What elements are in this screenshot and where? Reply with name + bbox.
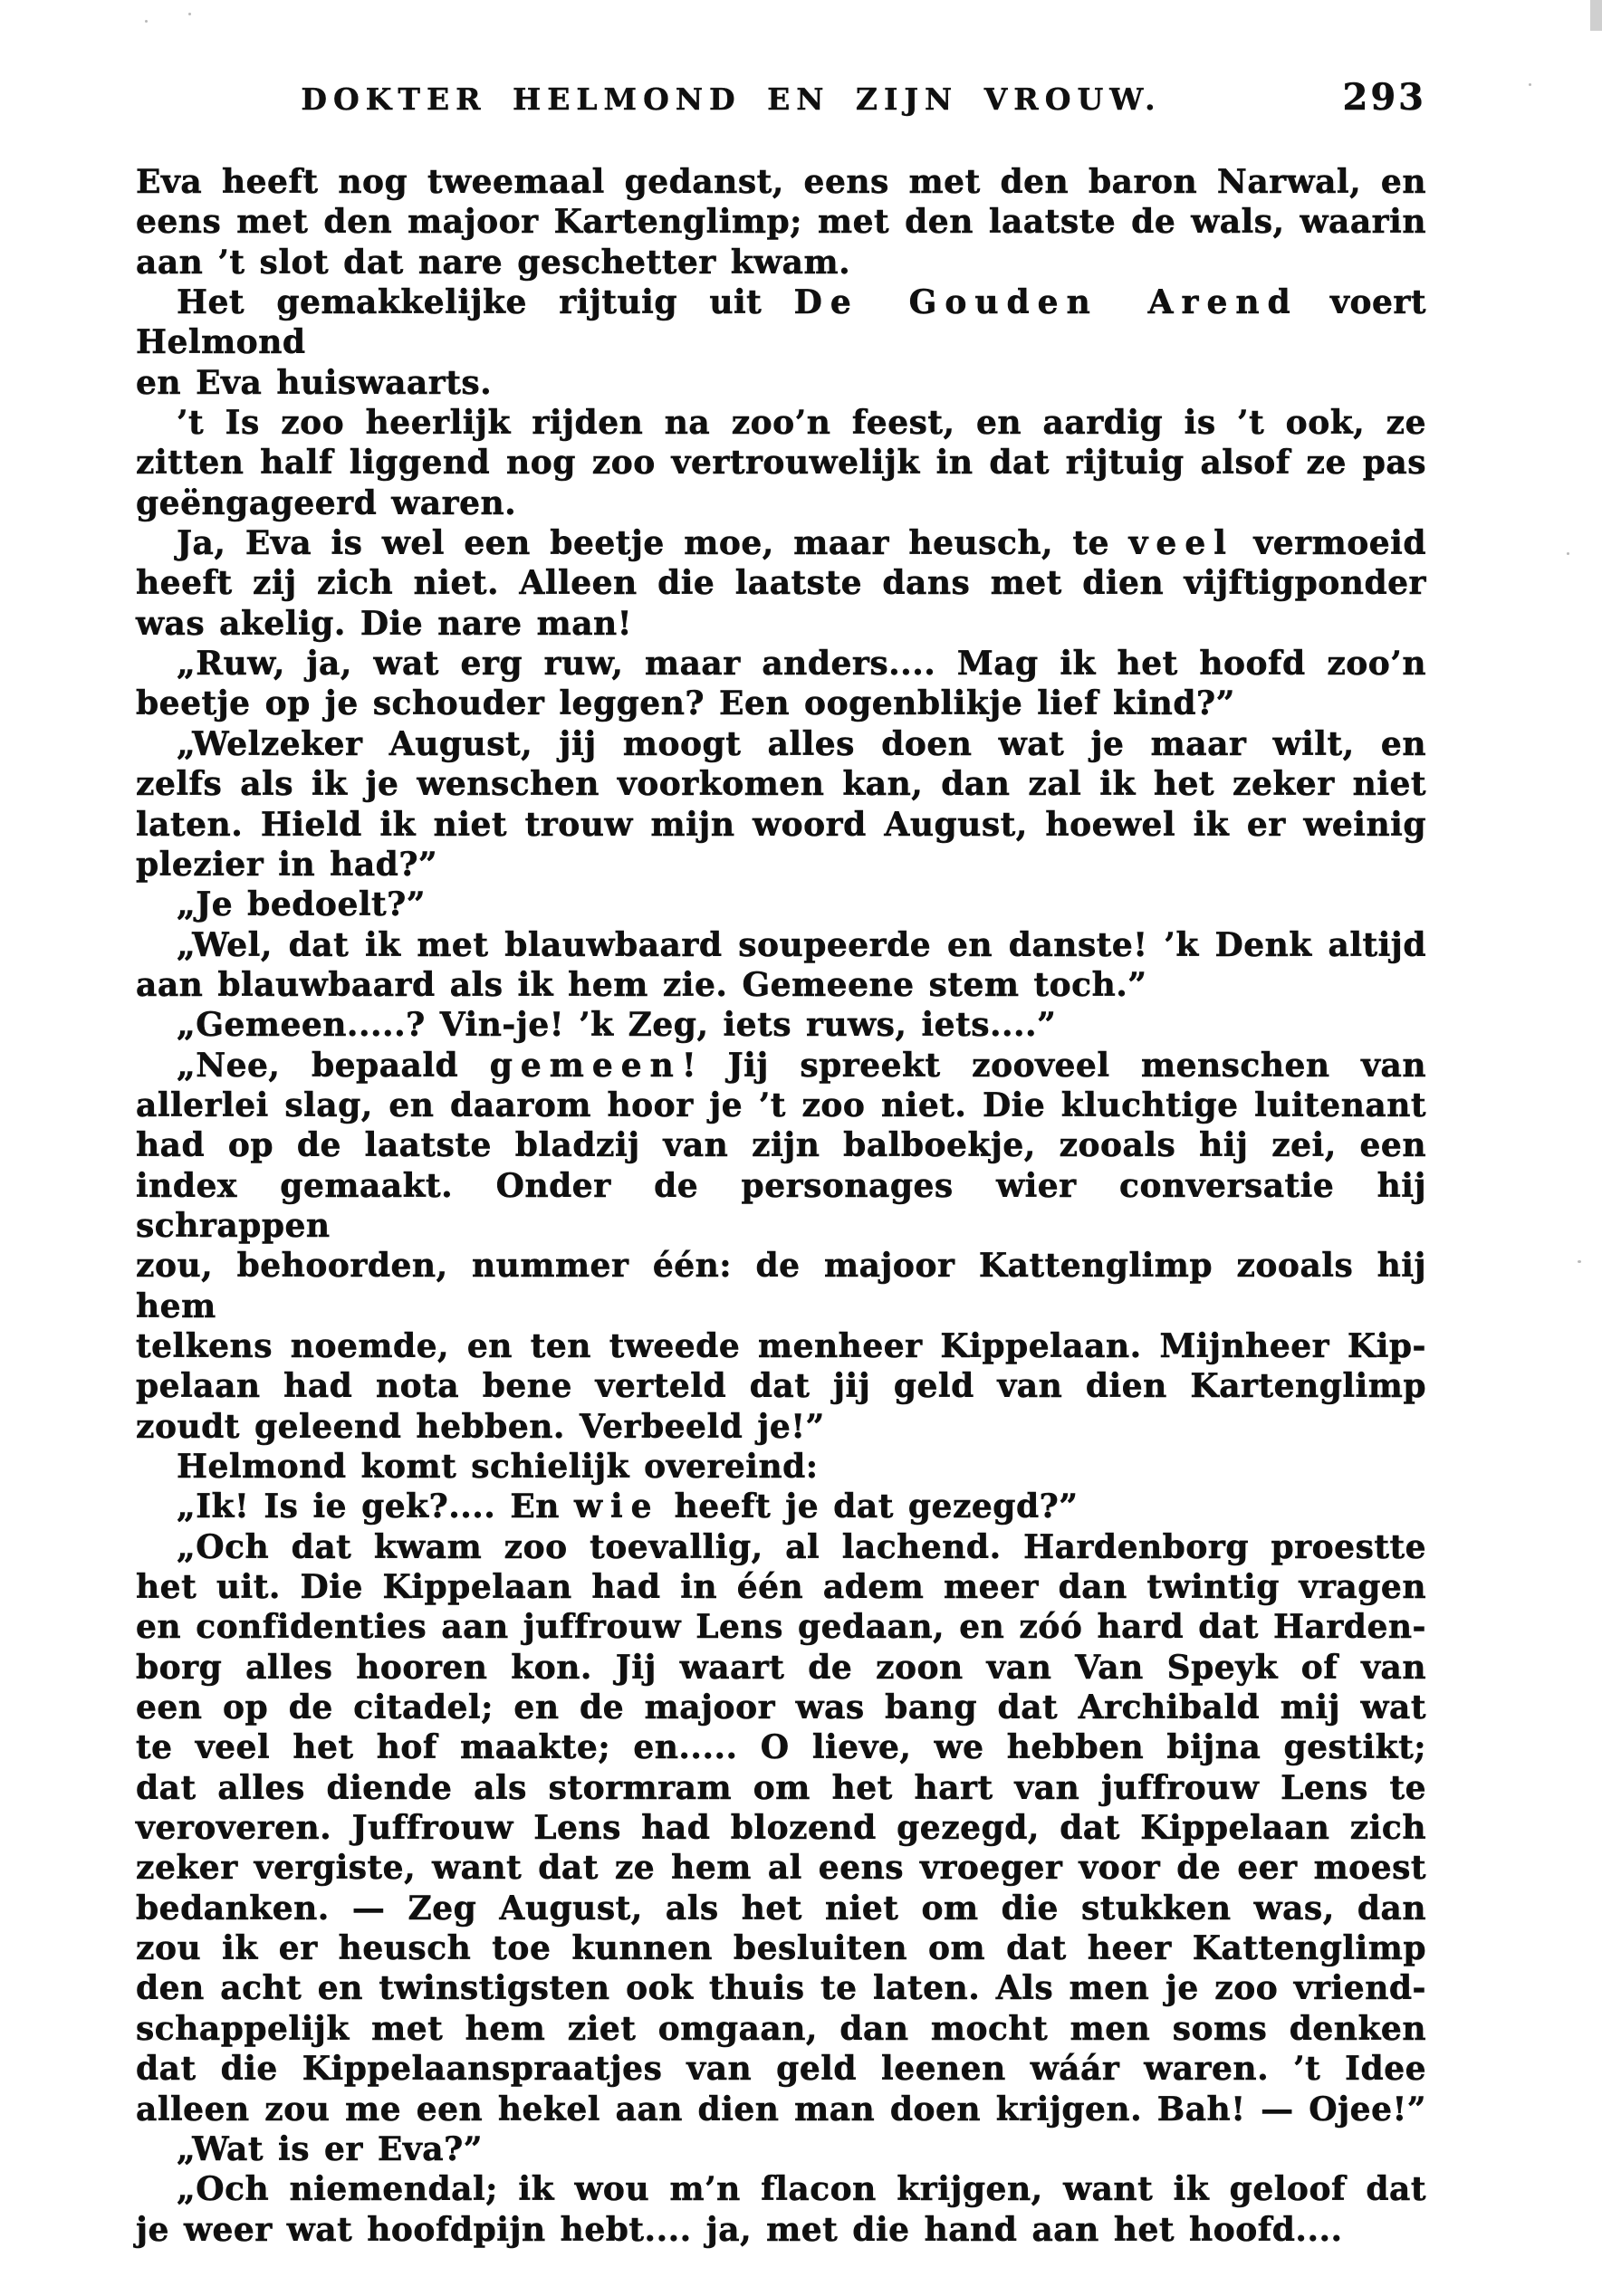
text-run: laten. Hield ik niet trouw mijn woord August, hoewel ik er weinig <box>136 805 1426 844</box>
text-line <box>136 2090 1426 2129</box>
text-line <box>136 403 1426 443</box>
text-line <box>136 1005 1426 1045</box>
letterspaced-emphasis: gemeen <box>489 1046 682 1085</box>
text-line <box>136 1848 1426 1888</box>
text-line <box>136 2169 1426 2209</box>
text-line <box>136 764 1426 804</box>
text-line <box>136 724 1426 764</box>
text-line <box>136 1326 1426 1366</box>
text-run: zelfs als ik je wenschen voorkomen kan, dan zal ik het zeker niet <box>136 765 1426 804</box>
text-run: plezier in had?” <box>136 845 438 884</box>
text-line <box>136 1246 1426 1326</box>
text-run: geëngageerd waren. <box>136 483 517 522</box>
text-run: was akelig. Die nare man! <box>136 604 633 643</box>
text-run: ’t Is zoo heerlijk rijden na zoo’n feest, en aardig is ’t ook, ze <box>177 404 1426 443</box>
text-line <box>136 1968 1426 2008</box>
text-run: te veel het hof maakte; en..... O lieve, we hebben bijna gestikt; <box>136 1728 1426 1767</box>
text-run: „Och niemendal; ik wou m’n flacon krijgen, want ik geloof dat <box>177 2170 1426 2209</box>
text-line <box>136 363 1426 403</box>
text-run: Eva heeft nog tweemaal gedanst, eens met den baron Narwal, en <box>136 163 1426 201</box>
scan-speckle <box>1567 552 1569 555</box>
text-run: het uit. Die Kippelaan had in één adem meer dan twintig vragen <box>136 1568 1426 1607</box>
text-run: eens met den majoor Kartenglimp; met den laatste de wals, waarin <box>136 203 1426 242</box>
text-run: aan blauwbaard als ik hem zie. Gemeene stem toch.” <box>136 965 1147 1004</box>
text-run: pelaan had nota bene verteld dat jij geld van dien Kartenglimp <box>136 1367 1426 1406</box>
text-line <box>136 1889 1426 1928</box>
text-run: „Nee, bepaald <box>177 1046 490 1085</box>
text-run: schappelijk met hem ziet omgaan, dan mocht men soms denken <box>136 2009 1426 2048</box>
text-run: zou ik er heusch toe kunnen besluiten om dat heer Kattenglimp <box>136 1929 1426 1968</box>
text-run: borg alles hooren kon. Jij waart de zoon van Van Speyk of van <box>136 1648 1426 1687</box>
text-line <box>136 443 1426 483</box>
text-run: „Och dat kwam zoo toevallig, al lachend. Hardenborg proestte <box>177 1527 1426 1566</box>
text-line <box>136 1808 1426 1848</box>
text-line <box>136 1125 1426 1165</box>
text-run: „Welzeker August, jij moogt alles doen wat je maar wilt, en <box>177 724 1426 763</box>
text-run: zeker vergiste, want dat ze hem al eens vroeger voor de eer moest <box>136 1849 1426 1888</box>
text-line <box>136 1487 1426 1526</box>
text-run: den acht en twinstigsten ook thuis te laten. Als men je zoo vriend- <box>136 1969 1426 2008</box>
text-run: vermoeid <box>1233 524 1426 563</box>
text-line <box>136 523 1426 563</box>
text-line <box>136 282 1426 363</box>
page-number: 293 <box>1342 76 1426 119</box>
text-run: en Eva huiswaarts. <box>136 363 493 402</box>
text-run: zoudt geleend hebben. Verbeeld je!” <box>136 1407 825 1446</box>
text-run: veroveren. Juffrouw Lens had blozend gezegd, dat Kippelaan zich <box>136 1809 1426 1848</box>
text-line <box>136 684 1426 723</box>
text-line <box>136 805 1426 845</box>
text-run: dat alles diende als stormram om het hart van juffrouw Lens te <box>136 1768 1426 1807</box>
text-run: dat die Kippelaanspraatjes van geld leenen wáár waren. ’t Idee <box>136 2050 1426 2089</box>
text-line <box>136 1447 1426 1487</box>
letterspaced-emphasis: wie <box>574 1488 660 1526</box>
letterspaced-emphasis: De Gouden Arend <box>793 283 1299 322</box>
text-run: „Wat is er Eva?” <box>177 2129 483 2168</box>
page-body <box>136 162 1426 2250</box>
text-run: een op de citadel; en de majoor was bang dat Archibald mij wat <box>136 1689 1426 1727</box>
scan-speckle <box>1529 83 1531 86</box>
text-line <box>136 563 1426 603</box>
text-run: Helmond komt schielijk overeind: <box>177 1448 819 1486</box>
text-run: alleen zou me een hekel aan dien man doen krijgen. Bah! — Ojee!” <box>136 2090 1426 2129</box>
scan-smudge <box>1590 0 1602 31</box>
text-run: en confidenties aan juffrouw Lens gedaan, en zóó hard dat Harden- <box>136 1608 1426 1647</box>
letterspaced-emphasis: veel <box>1128 524 1234 563</box>
text-line <box>136 644 1426 684</box>
text-line <box>136 1727 1426 1767</box>
text-line <box>136 162 1426 202</box>
text-run: index gemaakt. Onder de personages wier conversatie hij schrappen <box>136 1166 1426 1245</box>
text-run: Het gemakkelijke rijtuig uit <box>177 283 794 322</box>
scan-speckle <box>1578 1260 1581 1263</box>
text-run: ! Jij spreekt zooveel menschen van <box>681 1046 1426 1085</box>
text-run: „Ruw, ja, wat erg ruw, maar anders.... Mag ik het hoofd zoo’n <box>177 645 1426 684</box>
text-line <box>136 1366 1426 1406</box>
text-line <box>136 1567 1426 1607</box>
page-header-title: DOKTER HELMOND EN ZIJN VROUW. <box>301 81 1162 117</box>
text-run: beetje op je schouder leggen? Een oogenblikje lief kind?” <box>136 684 1235 723</box>
text-run: heeft je dat gezegd?” <box>659 1488 1079 1526</box>
text-line <box>136 243 1426 282</box>
text-run: bedanken. — Zeg August, als het niet om die stukken was, dan <box>136 1889 1426 1928</box>
text-run: had op de laatste bladzij van zijn balboekje, zooals hij zei, een <box>136 1126 1426 1165</box>
text-run: heeft zij zich niet. Alleen die laatste dans met dien vijftigponder <box>136 564 1426 603</box>
text-line <box>136 1166 1426 1247</box>
text-run: „Gemeen.....? Vin-je! ’k Zeg, iets ruws, iets....” <box>177 1006 1057 1045</box>
text-run: zou, behoorden, nummer één: de majoor Kattenglimp zooals hij hem <box>136 1247 1426 1325</box>
text-line <box>136 1086 1426 1125</box>
text-line <box>136 845 1426 885</box>
text-line <box>136 925 1426 965</box>
text-run: „Je bedoelt?” <box>177 885 426 924</box>
scan-speckle <box>188 13 191 15</box>
text-line <box>136 2009 1426 2049</box>
text-line <box>136 2210 1426 2250</box>
text-run: zitten half liggend nog zoo vertrouwelijk in dat rijtuig alsof ze pas <box>136 444 1426 483</box>
text-line <box>136 1688 1426 1727</box>
text-line <box>136 1768 1426 1808</box>
running-head <box>136 78 1426 123</box>
text-line <box>136 604 1426 644</box>
text-line <box>136 1407 1426 1447</box>
text-run: je weer wat hoofdpijn hebt.... ja, met die hand aan het hoofd.... <box>136 2210 1343 2249</box>
text-run: voert Helmond <box>136 283 1426 362</box>
text-line <box>136 202 1426 242</box>
text-run: allerlei slag, en daarom hoor je ’t zoo niet. Die kluchtige luitenant <box>136 1086 1426 1124</box>
text-line <box>136 1046 1426 1086</box>
text-run: „Wel, dat ik met blauwbaard soupeerde en danste! ’k Denk altijd <box>177 925 1426 964</box>
text-line <box>136 965 1426 1005</box>
text-run: aan ’t slot dat nare geschetter kwam. <box>136 243 851 282</box>
text-line <box>136 1607 1426 1647</box>
text-line <box>136 2129 1426 2169</box>
text-run: „Ik! Is ie gek?.... En <box>177 1488 575 1526</box>
text-line <box>136 885 1426 924</box>
scan-speckle <box>145 20 148 23</box>
text-line <box>136 1928 1426 1968</box>
text-line <box>136 483 1426 523</box>
text-line <box>136 1648 1426 1688</box>
text-run: Ja, Eva is wel een beetje moe, maar heusch, te <box>177 524 1129 563</box>
text-line <box>136 2049 1426 2089</box>
text-line <box>136 1527 1426 1567</box>
text-run: telkens noemde, en ten tweede menheer Kippelaan. Mijnheer Kip- <box>136 1326 1426 1365</box>
